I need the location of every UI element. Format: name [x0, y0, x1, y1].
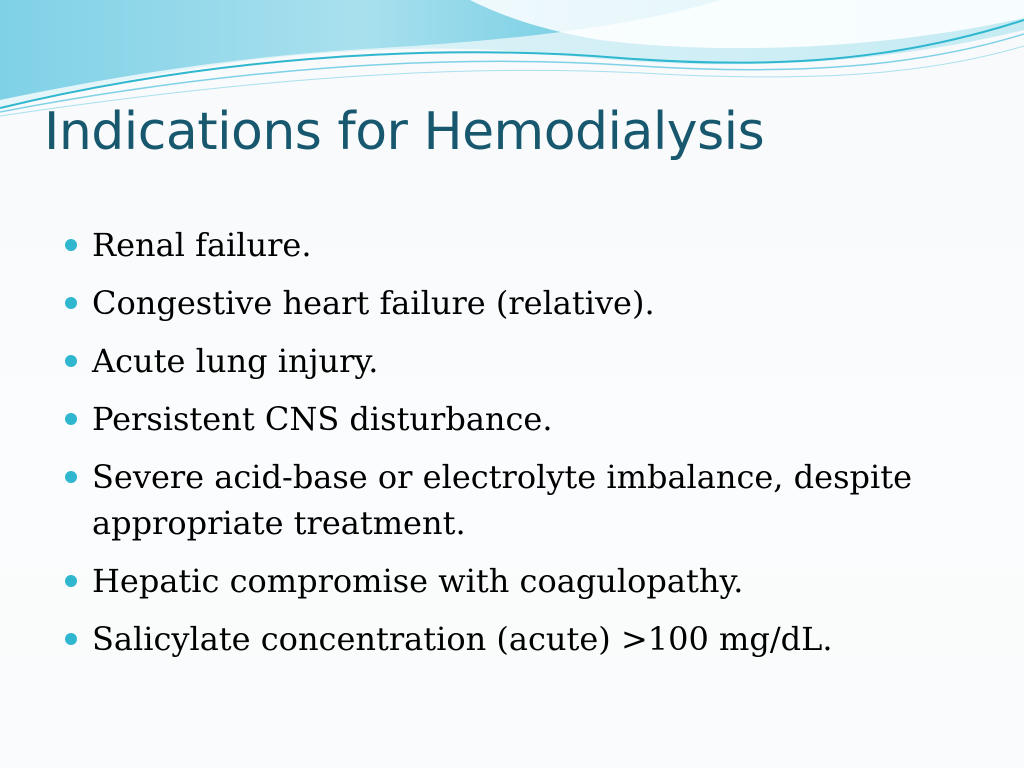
- bullet-icon: [65, 471, 77, 483]
- bullet-icon: [65, 239, 77, 251]
- bullet-text: Hepatic compromise with coagulopathy.: [92, 562, 744, 600]
- list-item: [62, 222, 962, 268]
- slide-title: Indications for Hemodialysis: [44, 102, 765, 162]
- bullet-text: Severe acid-base or electrolyte imbalance, despite appropriate treatment.: [92, 458, 912, 542]
- bullet-icon: [65, 297, 77, 309]
- bullet-icon: [65, 633, 77, 645]
- list-item: [62, 280, 962, 326]
- bullet-list: [62, 222, 962, 674]
- bullet-text: Acute lung injury.: [92, 342, 379, 380]
- bullet-text: Congestive heart failure (relative).: [92, 284, 655, 322]
- bullet-icon: [65, 413, 77, 425]
- bullet-icon: [65, 355, 77, 367]
- bullet-text: Salicylate concentration (acute) >100 mg/dL.: [92, 620, 833, 658]
- list-item: [62, 396, 962, 442]
- bullet-text: Renal failure.: [92, 226, 312, 264]
- bullet-icon: [65, 575, 77, 587]
- list-item: [62, 338, 962, 384]
- list-item: [62, 616, 962, 662]
- list-item: [62, 454, 962, 546]
- bullet-text: Persistent CNS disturbance.: [92, 400, 553, 438]
- list-item: [62, 558, 962, 604]
